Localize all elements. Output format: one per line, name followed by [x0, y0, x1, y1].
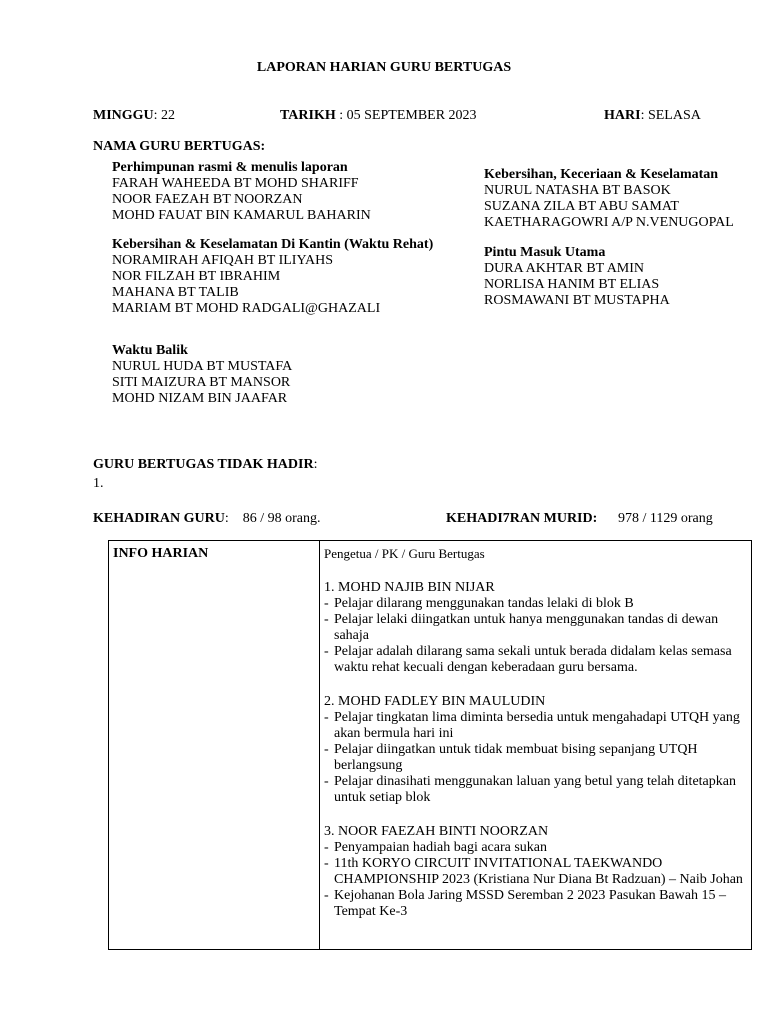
group-waktu-balik	[112, 343, 292, 407]
list-item: - 11th KORYO CIRCUIT INVITATIONAL TAEKWANDO CHAMPIONSHIP 2023 (Kristiana Nur Diana Bt Radzuan) – Naib Johan	[324, 856, 743, 887]
teacher-name: MARIAM BT MOHD RADGALI@GHAZALI	[112, 301, 381, 316]
info-harian-table	[108, 540, 752, 950]
teacher-name: DURA AKHTAR BT AMIN	[484, 261, 645, 276]
section-heading: 3. NOOR FAEZAH BINTI NOORZAN	[324, 824, 549, 839]
list-item: - Pelajar lelaki diingatkan untuk hanya menggunakan tandas di dewan sahaja	[324, 612, 719, 643]
kehadiran-guru	[93, 511, 321, 527]
group-heading: Pintu Masuk Utama	[484, 245, 606, 260]
teacher-name: NURUL NATASHA BT BASOK	[484, 183, 671, 198]
teacher-name: NOR FILZAH BT IBRAHIM	[112, 269, 281, 284]
hari-field	[604, 108, 701, 124]
group-heading: Kebersihan & Keselamatan Di Kantin (Waktu Rehat)	[112, 237, 434, 252]
teacher-name: MOHD FAUAT BIN KAMARUL BAHARIN	[112, 208, 371, 223]
tidak-hadir-colon: :	[313, 457, 318, 472]
list-item: - Pelajar dinasihati menggunakan laluan yang betul yang telah ditetapkan untuk setiap blok	[324, 774, 736, 805]
group-kantin	[112, 237, 433, 317]
list-item: - Pelajar diingatkan untuk tidak membuat bising sepanjang UTQH berlangsung	[324, 742, 698, 773]
page-title: LAPORAN HARIAN GURU BERTUGAS	[256, 60, 512, 75]
tidak-hadir-item: 1.	[93, 476, 104, 491]
teacher-name: NOOR FAEZAH BT NOORZAN	[112, 192, 303, 207]
teacher-name: FARAH WAHEEDA BT MOHD SHARIFF	[112, 176, 359, 191]
info-section	[324, 694, 747, 806]
section-heading: 1. MOHD NAJIB BIN NIJAR	[324, 580, 495, 595]
hari-value: : SELASA	[640, 108, 701, 123]
teacher-name: MOHD NIZAM BIN JAAFAR	[112, 391, 288, 406]
info-harian-content	[320, 541, 752, 950]
list-item: - Penyampaian hadiah bagi acara sukan	[324, 840, 548, 855]
group-heading: Kebersihan, Keceriaan & Keselamatan	[484, 167, 719, 182]
teacher-name: MAHANA BT TALIB	[112, 285, 239, 300]
list-item: - Pelajar dilarang menggunakan tandas lelaki di blok B	[324, 596, 634, 611]
tidak-hadir-heading	[93, 457, 317, 473]
info-section	[324, 824, 747, 920]
info-harian-label: INFO HARIAN	[109, 541, 320, 950]
table-row	[109, 541, 752, 950]
info-section	[324, 580, 747, 676]
hari-label: HARI	[604, 108, 641, 123]
tarikh-field	[280, 108, 477, 124]
nama-guru-heading: NAMA GURU BERTUGAS:	[93, 139, 266, 154]
minggu-label: MINGGU	[93, 108, 154, 123]
teacher-name: NORLISA HANIM BT ELIAS	[484, 277, 660, 292]
tarikh-value: : 05 SEPTEMBER 2023	[335, 108, 477, 123]
teacher-name: ROSMAWANI BT MUSTAPHA	[484, 293, 670, 308]
list-item: - Kejohanan Bola Jaring MSSD Seremban 2 2023 Pasukan Bawah 15 – Tempat Ke-3	[324, 888, 726, 919]
teacher-name: KAETHARAGOWRI A/P N.VENUGOPAL	[484, 215, 734, 230]
teacher-name: SUZANA ZILA BT ABU SAMAT	[484, 199, 679, 214]
group-pintu-masuk	[484, 245, 670, 309]
info-subtitle: Pengetua / PK / Guru Bertugas	[324, 546, 485, 561]
minggu-value: : 22	[153, 108, 176, 123]
kehadiran-murid-value: 978 / 1129 orang	[618, 511, 713, 526]
group-heading: Perhimpunan rasmi & menulis laporan	[112, 160, 348, 175]
group-heading: Waktu Balik	[112, 343, 188, 358]
kehadiran-guru-value: : 86 / 98 orang.	[224, 511, 321, 526]
minggu-field	[93, 108, 175, 124]
tarikh-label: TARIKH	[280, 108, 336, 123]
group-perhimpunan	[112, 160, 371, 224]
tidak-hadir-label: GURU BERTUGAS TIDAK HADIR	[93, 457, 314, 472]
teacher-name: NURUL HUDA BT MUSTAFA	[112, 359, 293, 374]
teacher-name: NORAMIRAH AFIQAH BT ILIYAHS	[112, 253, 334, 268]
kehadiran-murid	[446, 511, 597, 527]
group-kebersihan	[484, 167, 734, 231]
section-heading: 2. MOHD FADLEY BIN MAULUDIN	[324, 694, 546, 709]
teacher-name: SITI MAIZURA BT MANSOR	[112, 375, 291, 390]
list-item: - Pelajar tingkatan lima diminta bersedia untuk mengahadapi UTQH yang akan bermula hari ini	[324, 710, 740, 741]
kehadiran-murid-label: KEHADI7RAN MURID:	[446, 511, 598, 526]
list-item: - Pelajar adalah dilarang sama sekali untuk berada didalam kelas semasa waktu rehat kecuali dengan keberadaan guru bersama.	[324, 644, 732, 675]
kehadiran-guru-label: KEHADIRAN GURU	[93, 511, 225, 526]
